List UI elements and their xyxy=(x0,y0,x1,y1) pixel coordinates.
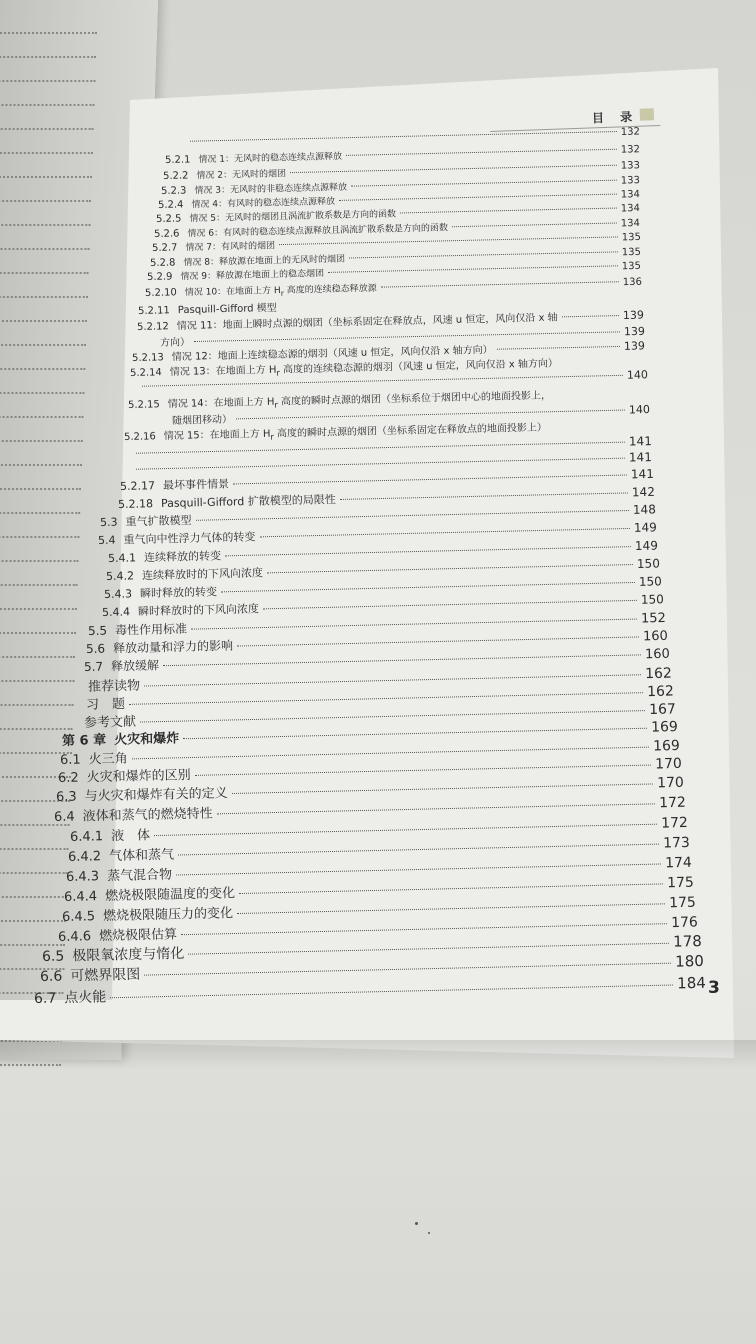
toc-entry-number: 5.4.3 xyxy=(103,587,133,601)
toc-entry-title: 最坏事件情景 xyxy=(162,477,230,493)
toc-entry-number: 5.2.8 xyxy=(149,257,176,269)
toc-entry-title: 火灾和爆炸的区别 xyxy=(86,767,191,786)
page-number: 3 xyxy=(708,978,720,998)
toc-entry-number: 5.2.9 xyxy=(146,271,173,283)
toc-entry-title: 液 体 xyxy=(110,828,151,845)
toc-leader-dots xyxy=(452,222,617,227)
toc-entry-number: 5.4.2 xyxy=(105,569,135,583)
toc-leader-dots xyxy=(239,883,663,894)
toc-entry-title: 连续释放的转变 xyxy=(143,549,222,565)
toc-entry-number: 5.2.5 xyxy=(155,213,182,225)
toc-entry-title: 随烟团移动） xyxy=(171,414,233,427)
toc-entry-page: 176 xyxy=(670,914,699,932)
toc-entry-title: 情况 13：在地面上方 $H_r$ 高度的连续稳态源的烟羽（风速 u 恒定，风向仅沿 x 轴方向） xyxy=(169,358,559,379)
toc-entry-page: 134 xyxy=(620,217,641,230)
toc-entry-page: 162 xyxy=(644,665,673,683)
toc-leader-dots xyxy=(217,803,655,814)
toc-entry-page: 149 xyxy=(634,538,659,554)
toc-leader-dots xyxy=(267,564,633,573)
toc-entry-page: 139 xyxy=(622,308,645,322)
toc-entry-page: 152 xyxy=(640,610,667,627)
toc-entry-title: 情况 14：在地面上方 $H_r$ 高度的瞬时点源的烟团（坐标系位于烟团中心的地面投影上， xyxy=(167,390,552,411)
toc-entry-title: 液体和蒸气的燃烧特性 xyxy=(82,806,213,825)
toc-entry-page: 139 xyxy=(623,339,646,353)
toc-leader-dots xyxy=(340,492,628,500)
toc-entry-page: 140 xyxy=(626,368,649,382)
toc-leader-dots xyxy=(562,315,619,317)
toc-entry-title: 情况 4：有风时的稳态连续点源释放 xyxy=(191,196,336,211)
toc-entry-title: Pasquill-Gifford 模型 xyxy=(177,302,277,317)
toc-entry-page: 170 xyxy=(654,755,683,773)
toc-leader-dots xyxy=(259,528,630,537)
toc-entry-title: 情况 12：地面上连续稳态源的烟羽（风速 u 恒定，风向仅沿 x 轴方向） xyxy=(171,344,493,364)
toc-entry-page: 141 xyxy=(628,450,653,465)
toc-entry-number: 5.6 xyxy=(85,641,106,656)
toc-entry-title: 与火灾和爆炸有关的定义 xyxy=(84,786,228,805)
toc-entry-title: 极限氧浓度与惰化 xyxy=(72,945,185,965)
toc-leader-dots xyxy=(279,236,618,245)
toc-entry-title: 点火能 xyxy=(64,989,107,1007)
toc-entry-page: 180 xyxy=(674,951,705,971)
toc-leader-dots xyxy=(225,546,631,556)
toc-entry-number: 5.2.18 xyxy=(117,497,154,511)
toc-entry-number: 5.4.4 xyxy=(101,605,131,619)
toc-entry-title: 火三角 xyxy=(88,751,128,768)
toc-entry-title: 情况 3：无风时的非稳态连续点源释放 xyxy=(194,182,348,197)
toc-entry-number: 6.4.5 xyxy=(61,909,96,925)
toc-entry-title: 方向） xyxy=(159,337,191,349)
toc-entry xyxy=(138,299,277,317)
toc-leader-dots xyxy=(497,346,620,350)
toc-entry-page: 133 xyxy=(620,175,641,187)
toc-entry-title: 燃烧极限估算 xyxy=(98,927,178,945)
toc-entry-page: 167 xyxy=(648,701,677,718)
toc-entry-page: 133 xyxy=(620,160,641,172)
toc-entry-number: 6.7 xyxy=(33,990,57,1007)
toc-entry-page: 175 xyxy=(668,894,697,912)
toc-entry-title: 情况 15：在地面上方 $H_r$ 高度的瞬时点源的烟团（坐标系固定在释放点的地面投影上） xyxy=(163,422,548,443)
toc-entry-number: 5.2.12 xyxy=(136,321,169,333)
toc-entry-page: 132 xyxy=(620,126,641,138)
toc-entry-page: 135 xyxy=(621,246,642,259)
toc-entry-title: 情况 2：无风时的烟团 xyxy=(196,169,287,182)
toc-entry-page: 140 xyxy=(628,402,651,417)
toc-leader-dots xyxy=(351,180,617,187)
toc-entry-title: 情况 8：释放源在地面上的无风时的烟团 xyxy=(183,254,346,269)
toc-entry-page: 135 xyxy=(621,260,642,273)
toc-entry-title: 连续释放时的下风向浓度 xyxy=(141,566,264,583)
toc-entry-number: 6.4.3 xyxy=(65,869,100,885)
toc-entry-number: 第 6 章 xyxy=(61,733,107,749)
toc-entry-number: 5.2.16 xyxy=(123,431,156,443)
toc-leader-dots xyxy=(190,131,617,142)
toc-entry-number: 5.7 xyxy=(83,659,104,674)
toc-entry-number: 6.4.4 xyxy=(63,889,98,905)
toc-entry-title: 情况 6：有风时的稳态连续点源释放且涡流扩散系数是方向的函数 xyxy=(187,223,449,240)
toc-entry-page: 172 xyxy=(660,814,689,832)
toc-entry-title: 情况 10：在地面上方 $H_r$ 高度的连续稳态释放源 xyxy=(184,283,377,299)
toc-leader-dots xyxy=(349,251,618,258)
toc-entry-page: 169 xyxy=(652,737,681,755)
toc-entry-number: 5.2.3 xyxy=(160,185,187,197)
toc-entry-title: 燃烧极限随压力的变化 xyxy=(102,906,234,925)
toc-entry-page: 134 xyxy=(620,203,641,215)
toc-leader-dots xyxy=(144,963,671,976)
toc-entry-title: 气体和蒸气 xyxy=(108,847,175,865)
toc-entry-page: 148 xyxy=(632,502,657,517)
toc-entry-title: 蒸气混合物 xyxy=(106,867,173,885)
toc-entry-page: 150 xyxy=(640,592,665,607)
toc-entry-page: 173 xyxy=(662,834,691,852)
toc-entry-page: 170 xyxy=(656,774,685,792)
toc-entry-number: 6.4.6 xyxy=(57,929,92,945)
toc-entry-number: 5.2.13 xyxy=(131,352,164,364)
toc-leader-dots xyxy=(237,903,665,914)
toc-entry-number: 6.4.1 xyxy=(69,829,104,845)
toc-entry-number: 5.5 xyxy=(87,623,108,638)
toc-entry-page: 141 xyxy=(630,466,655,482)
toc-entry-number: 5.2.11 xyxy=(137,305,170,317)
toc-entry-title: 释放缓解 xyxy=(110,658,160,674)
toc-entry-page: 175 xyxy=(666,874,695,892)
toc-entry-title: 可燃界限图 xyxy=(70,966,141,985)
toc-entry-number: 5.2.7 xyxy=(151,242,178,254)
toc-entry-number: 5.2.10 xyxy=(144,287,177,299)
toc-entry-page: 132 xyxy=(620,144,641,156)
toc-entry-page: 184 xyxy=(676,973,707,993)
toc-leader-dots xyxy=(290,165,617,173)
toc-leader-dots xyxy=(400,208,617,214)
toc-leader-dots xyxy=(339,194,617,201)
toc-entry-number: 5.3 xyxy=(99,515,118,529)
toc-entry-number: 5.2.6 xyxy=(153,228,180,240)
toc-entry-page: 169 xyxy=(650,719,679,736)
dust-speck xyxy=(428,1232,430,1234)
toc-entry-number: 5.2.17 xyxy=(119,479,156,493)
toc-entry-number: 6.1 xyxy=(59,752,81,768)
toc-leader-dots xyxy=(236,410,625,420)
toc-entry-page: 136 xyxy=(622,276,642,289)
toc-entry-number: 6.4.2 xyxy=(67,849,102,865)
toc-leader-dots xyxy=(233,474,627,484)
toc-entry-title: 情况 11：地面上瞬时点源的烟团（坐标系固定在释放点，风速 u 恒定，风向仅沿 x 轴 xyxy=(176,312,558,333)
toc-entry-title: 释放动量和浮力的影响 xyxy=(112,638,234,656)
toc-entry-number: 6.3 xyxy=(55,789,77,805)
toc-entry-number: 6.6 xyxy=(39,968,63,985)
toc-entry-number: 5.2.15 xyxy=(127,399,160,411)
toc-leader-dots xyxy=(263,600,637,609)
toc-entry-number: 6.2 xyxy=(57,770,79,786)
toc-entry-title: 瞬时释放的转变 xyxy=(139,585,218,601)
toc-entry-page: 162 xyxy=(646,683,675,701)
toc-leader-dots xyxy=(221,582,635,592)
dust-speck xyxy=(415,1222,418,1225)
toc-entry-title: 情况 1：无风时的稳态连续点源释放 xyxy=(198,151,343,166)
toc-entry-page: 172 xyxy=(658,794,687,812)
toc-entry-title: 燃烧极限随温度的变化 xyxy=(104,886,236,905)
toc-entry-title: 情况 7：有风时的烟团 xyxy=(185,241,276,254)
toc-entry-number: 5.4 xyxy=(97,533,116,547)
toc-entry-page: 149 xyxy=(633,520,658,535)
header-section-label: 目 录 xyxy=(591,109,639,126)
toc-entry-number: 5.2.1 xyxy=(164,154,191,166)
toc-leader-dots xyxy=(191,619,637,630)
toc-entry-page: 150 xyxy=(636,556,661,571)
toc-entry-page: 178 xyxy=(672,932,703,951)
toc-entry-title: 重气扩散模型 xyxy=(125,513,192,529)
toc-entry-page: 139 xyxy=(623,324,646,339)
toc-entry-title: 火灾和爆炸 xyxy=(113,731,180,748)
toc-leader-dots xyxy=(237,636,639,646)
toc-entry-number: 5.2.4 xyxy=(157,199,184,211)
toc-entry-page: 142 xyxy=(631,484,656,500)
toc-entry-number: 5.2.2 xyxy=(162,170,189,182)
toc-entry-title: 毒性作用标准 xyxy=(114,621,188,638)
toc-entry-page: 134 xyxy=(620,189,641,201)
toc-entry-title: 情况 9：释放源在地面上的稳态烟团 xyxy=(180,268,325,283)
toc-entry-title: 重气向中性浮力气体的转变 xyxy=(123,530,256,547)
toc-entry-page: 135 xyxy=(621,231,642,244)
toc-leader-dots xyxy=(346,149,617,156)
toc-entry-page: 141 xyxy=(628,434,653,449)
toc-leader-dots xyxy=(328,265,618,273)
toc-entry-number: 6.5 xyxy=(41,948,65,965)
toc-leader-dots xyxy=(110,984,673,998)
toc-leader-dots xyxy=(381,281,619,287)
toc-entry-title: 习 题 xyxy=(85,696,126,713)
toc-entry-number: 5.4.1 xyxy=(107,551,137,565)
toc-entry-number: 5.2.14 xyxy=(129,367,162,379)
toc-entry-title: 瞬时释放时的下风向浓度 xyxy=(137,602,260,619)
toc-entry-title: 推荐读物 xyxy=(87,678,141,695)
toc-entry-title: Pasquill-Gifford 扩散模型的局限性 xyxy=(160,493,336,511)
toc-entry-title: 参考文献 xyxy=(83,714,137,731)
toc-leader-dots xyxy=(195,510,629,521)
toc-leader-dots xyxy=(232,783,653,794)
toc-entry-page: 160 xyxy=(642,628,669,645)
toc-entry-number: 6.4 xyxy=(53,809,75,825)
toc-entry-page: 150 xyxy=(638,574,663,589)
toc-entry-title: 情况 5：无风时的烟团且涡流扩散系数是方向的函数 xyxy=(189,209,397,225)
toc-entry-page: 160 xyxy=(644,646,671,663)
toc-entry-page: 174 xyxy=(664,854,693,872)
